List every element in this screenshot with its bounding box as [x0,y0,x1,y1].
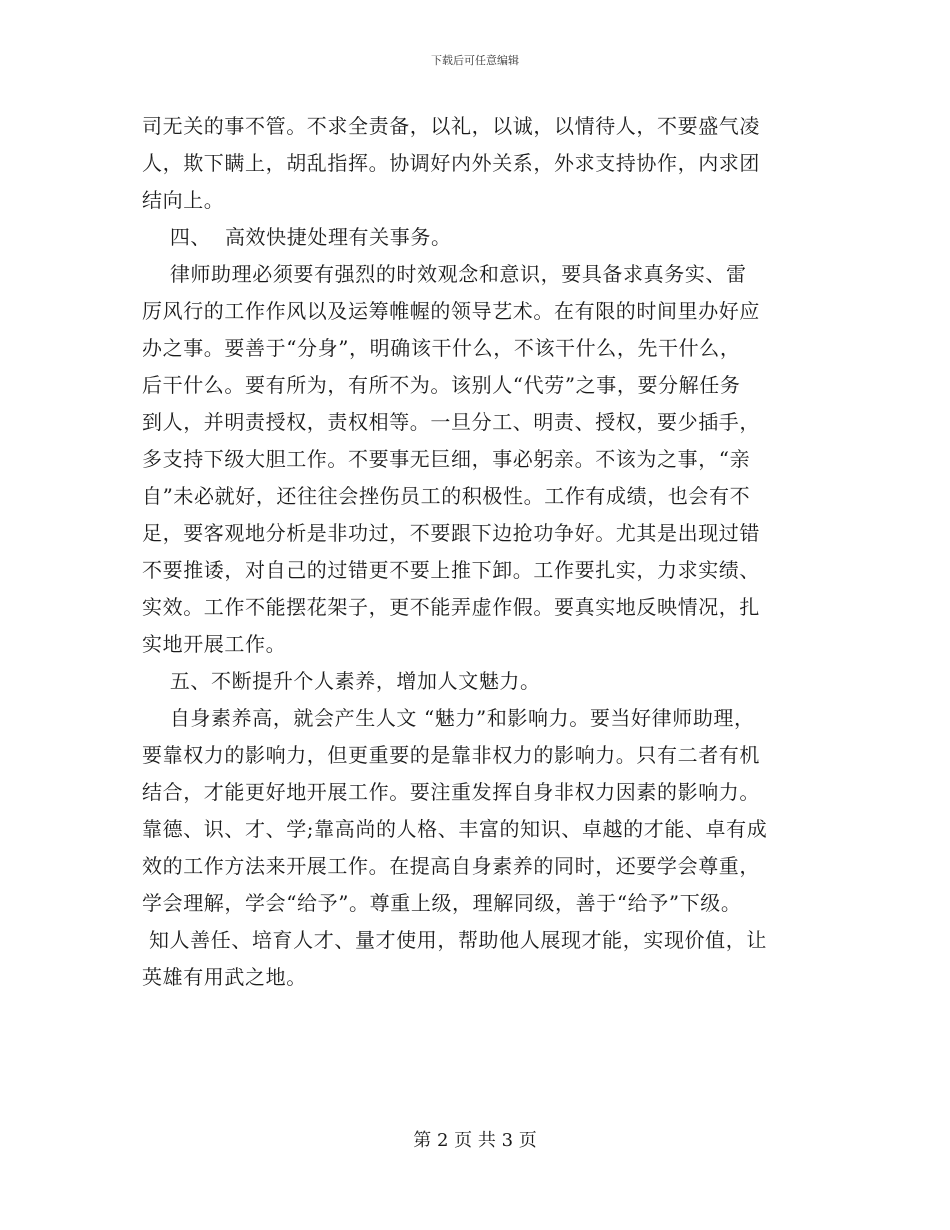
text-line: 实效。工作不能摆花架子，更不能弄虚作假。要真实地反映情况，扎 [142,595,760,619]
text-line: 学会理解，学会“给予”。尊重上级，理解同级，善于“给予”下级。 [142,891,742,915]
page-number: 第 2 页 共 3 页 [413,1130,537,1151]
text-line: 多支持下级大胆工作。不要事无巨细，事必躬亲。不该为之事，“亲 [142,447,751,471]
page-header: 下载后可任意编辑 [431,54,519,67]
text-line: 办之事。要善于“分身”，明确该干什么，不该干什么，先干什么， [142,336,741,360]
text-line: 厉风行的工作作风以及运筹帷幄的领导艺术。在有限的时间里办好应 [142,299,760,323]
text-line: 司无关的事不管。不求全责备，以礼，以诚，以情待人，不要盛气凌 [142,114,760,138]
text-line: 自身素养高，就会产生人文 “魅力”和影响力。要当好律师助理， [142,706,755,730]
document-body [142,108,822,996]
text-line: 实地开展工作。 [142,632,287,656]
text-line: 靠德、识、才、学;靠高尚的人格、丰富的知识、卓越的才能、卓有成 [142,817,768,841]
text-line: 效的工作方法来开展工作。在提高自身素养的同时，还要学会尊重， [142,854,760,878]
text-line: 人，欺下瞒上，胡乱指挥。协调好内外关系，外求支持协作，内求团 [142,151,760,175]
text-line: 结向上。 [142,188,225,212]
text-line: 足，要客观地分析是非功过，不要跟下边抢功争好。尤其是出现过错 [142,521,760,545]
text-line: 自”未必就好，还往往会挫伤员工的积极性。工作有成绩，也会有不 [142,484,751,508]
section-heading-4: 四、 高效快捷处理有关事务。 [142,225,452,249]
text-line: 不要推诿，对自己的过错更不要上推下卸。工作要扎实，力求实绩、 [142,558,760,582]
text-line: 到人，并明责授权，责权相等。一旦分工、明责、授权，要少插手， [142,410,760,434]
text-line: 律师助理必须要有强烈的时效观念和意识，要具备求真务实、雷 [142,262,747,286]
text-line: 后干什么。要有所为，有所不为。该别人“代劳”之事，要分解任务 [142,373,741,397]
text-line: 结合，才能更好地开展工作。要注重发挥自身非权力因素的影响力。 [142,780,760,804]
section-heading-5: 五、不断提升个人素养，增加人文魅力。 [142,669,541,693]
text-line: 要靠权力的影响力，但更重要的是靠非权力的影响力。只有二者有机 [142,743,760,767]
text-line: 知人善任、培育人才、量才使用，帮助他人展现才能，实现价值，让 [142,928,767,952]
text-line: 英雄有用武之地。 [142,965,307,989]
